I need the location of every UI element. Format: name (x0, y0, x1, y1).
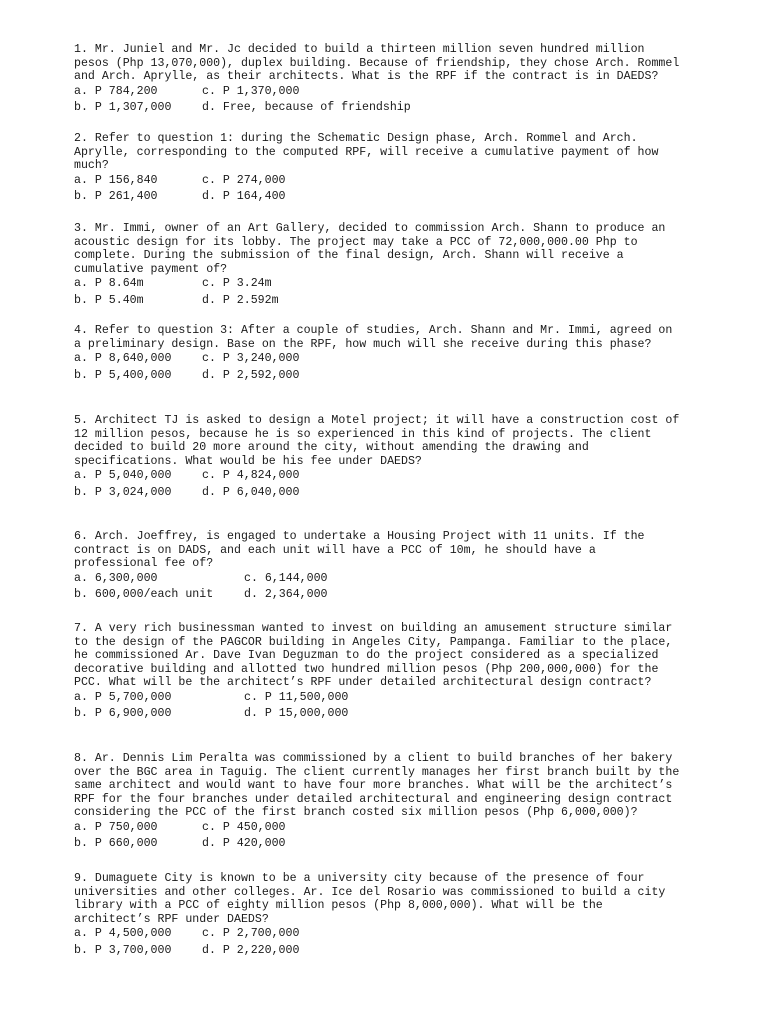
question-stem: 2. Refer to question 1: during the Schematic Design phase, Arch. Rommel and Arch. Aprylle, corresponding to the computed RPF, will receive a cumulative payment of how much? (74, 132, 659, 172)
choice-b: b. P 261,400 (74, 190, 158, 203)
choice-c: c. P 450,000 (202, 820, 286, 834)
choice-c: c. P 11,500,000 (244, 690, 349, 704)
choice-a: a. P 5,040,000 (74, 469, 172, 482)
choice-c: c. P 4,824,000 (202, 469, 300, 482)
choice-c: c. P 1,370,000 (202, 84, 300, 98)
choice-a: a. P 8.64m (74, 277, 144, 290)
choice-c: c. P 2,700,000 (202, 927, 300, 940)
question-stem: 6. Arch. Joeffrey, is engaged to undertake a Housing Project with 11 units. If the contract is on DADS, and each unit will have a PCC of 10m, he should have a professional fee of? (74, 530, 645, 570)
choice-a: a. P 8,640,000 (74, 352, 172, 365)
choice-b: b. P 5.40m (74, 293, 144, 307)
question-6 (74, 530, 764, 604)
choice-row (74, 468, 764, 485)
question-3 (74, 222, 764, 309)
choice-row (74, 368, 764, 385)
choice-c: c. P 3.24m (202, 277, 272, 290)
choice-row (74, 189, 764, 206)
choice-d: d. 2,364,000 (244, 588, 328, 601)
choice-row (74, 351, 764, 368)
question-stem: 1. Mr. Juniel and Mr. Jc decided to build a thirteen million seven hundred million pesos (Php 13,070,000), duplex building. Because of friendship, they chose Arch. Rommel and Arch. Aprylle, as their architects. What is the RPF if the contract is in DAEDS? (74, 43, 680, 83)
choice-a: a. P 4,500,000 (74, 927, 172, 940)
question-stem: 7. A very rich businessman wanted to invest on building an amusement structure similar to the design of the PAGCOR building in Angeles City, Pampanga. Familiar to the place, he commissioned Ar. Dave Ivan Deguzman to do the project considered as a specialized decorative building and allotted two hundred million pesos (Php 200,000,000) for the PCC. What will be the architect’s RPF under detailed architectural design contract? (74, 622, 673, 689)
choice-row (74, 943, 764, 960)
choice-d: d. P 2,220,000 (202, 943, 300, 957)
choice-row (74, 926, 764, 943)
question-2 (74, 132, 764, 206)
choice-b: b. 600,000/each unit (74, 588, 214, 601)
choice-row (74, 706, 764, 723)
choice-row (74, 173, 764, 190)
choice-b: b. P 5,400,000 (74, 368, 172, 382)
choice-row (74, 485, 764, 502)
choice-row (74, 100, 764, 117)
choice-row (74, 690, 764, 707)
choice-b: b. P 1,307,000 (74, 101, 172, 114)
choice-row (74, 276, 764, 293)
choice-a: a. 6,300,000 (74, 571, 158, 585)
choice-row (74, 293, 764, 310)
choice-b: b. P 6,900,000 (74, 707, 172, 720)
choice-row (74, 587, 764, 604)
choice-a: a. P 5,700,000 (74, 690, 172, 704)
choice-d: d. P 2.592m (202, 293, 279, 307)
choice-a: a. P 750,000 (74, 820, 158, 834)
question-9 (74, 872, 764, 959)
choice-c: c. P 274,000 (202, 173, 286, 187)
question-1 (74, 43, 764, 117)
choice-row (74, 571, 764, 588)
choice-b: b. P 3,700,000 (74, 943, 172, 957)
choice-d: d. P 15,000,000 (244, 707, 349, 720)
choice-a: a. P 156,840 (74, 173, 158, 187)
question-stem: 9. Dumaguete City is known to be a university city because of the presence of four universities and other colleges. Ar. Ice del Rosario was commissioned to build a city library with a PCC of eighty million pesos (Php 8,000,000). What will be the architect’s RPF under DAEDS? (74, 872, 666, 926)
choice-d: d. P 420,000 (202, 837, 286, 850)
question-stem: 5. Architect TJ is asked to design a Motel project; it will have a construction cost of 12 million pesos, because he is so experienced in this kind of projects. The client decided to build 20 more around the city, without amending the drawing and specifications. What would be his fee under DAEDS? (74, 414, 680, 468)
choice-d: d. P 6,040,000 (202, 485, 300, 499)
choice-d: d. Free, because of friendship (202, 101, 411, 114)
choice-row (74, 84, 764, 101)
question-stem: 8. Ar. Dennis Lim Peralta was commissioned by a client to build branches of her bakery over the BGC area in Taguig. The client currently manages her first branch built by the same architect and would want to have four more branches. What will be the architect’s RPF for the four branches under detailed architectural and engineering design contract considering the PCC of the first branch costed six million pesos (Php 6,000,000)? (74, 752, 680, 819)
choice-b: b. P 660,000 (74, 837, 158, 850)
question-stem: 4. Refer to question 3: After a couple of studies, Arch. Shann and Mr. Immi, agreed on a preliminary design. Base on the RPF, how much will she receive during this phase? (74, 324, 673, 351)
question-8 (74, 752, 764, 853)
question-7 (74, 622, 764, 723)
question-4 (74, 324, 764, 384)
choice-d: d. P 2,592,000 (202, 368, 300, 382)
choice-row (74, 836, 764, 853)
question-5 (74, 414, 764, 501)
choice-row (74, 820, 764, 837)
choice-d: d. P 164,400 (202, 190, 286, 203)
question-stem: 3. Mr. Immi, owner of an Art Gallery, decided to commission Arch. Shann to produce an acoustic design for its lobby. The project may take a PCC of 72,000,000.00 Php to complete. During the submission of the final design, Arch. Shann will receive a cumulative payment of? (74, 222, 666, 276)
choice-c: c. P 3,240,000 (202, 352, 300, 365)
choice-a: a. P 784,200 (74, 84, 158, 98)
choice-b: b. P 3,024,000 (74, 485, 172, 499)
choice-c: c. 6,144,000 (244, 571, 328, 585)
